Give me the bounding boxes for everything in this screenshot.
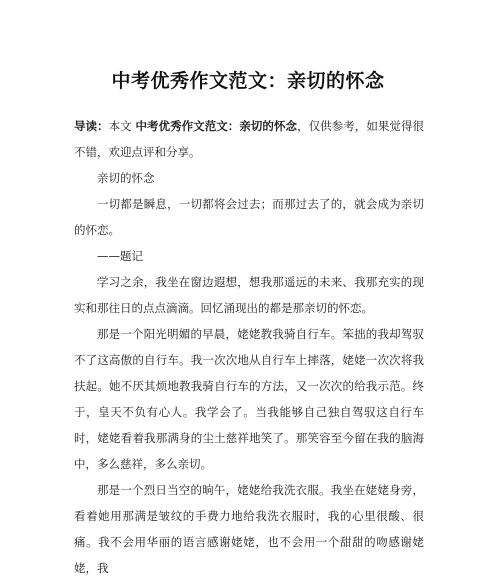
document-body <box>74 113 424 581</box>
intro-bold-title: 中考优秀作文范文：亲切的怀念 <box>135 119 298 133</box>
body-paragraph: 那是一个阳光明媚的早晨，姥姥教我骑自行车。笨拙的我却驾驭不了这高傲的自行车。我一次次地从自行车上摔落，姥姥一次次将我扶起。她不厌其烦地教我骑自行车的方法，又一次次的给我示范。终于，皇天不负有心人。我学会了。当我能够自己独自驾驭这自行车时，姥姥看着我那满身的尘土慈祥地笑了。那笑容至今留在我的脑海中，多么慈祥，多么亲切。 <box>74 327 424 471</box>
document-title: 中考优秀作文范文：亲切的怀念 <box>111 70 385 92</box>
intro-prefix: 本文 <box>108 119 136 133</box>
body-paragraph: 学习之余，我坐在窗边遐想，想我那遥远的未来、我那充实的现实和那往日的点点滴滴。回忆涌现出的都是那亲切的怀恋。 <box>74 275 424 315</box>
epigraph-attribution: ——题记 <box>97 249 143 263</box>
body-paragraph: 那是一个烈日当空的晌午，姥姥给我洗衣服。我坐在姥姥身旁，看着她用那满是皱纹的手费力地给我洗衣服时，我的心里很酸、很痛。我不会用华丽的语言感谢姥姥，也不会用一个甜甜的吻感谢姥姥，我 <box>74 483 424 575</box>
intro-suffix: ，仅供参考，如果觉得很不错，欢迎点评和分享。 <box>74 119 425 159</box>
intro-paragraph <box>74 113 424 165</box>
essay-subtitle: 亲切的怀念 <box>97 171 155 185</box>
intro-label: 导读： <box>74 119 109 133</box>
epigraph-paragraph: 一切都是瞬息，一切都将会过去；而那过去了的，就会成为亲切的怀恋。 <box>74 197 424 237</box>
